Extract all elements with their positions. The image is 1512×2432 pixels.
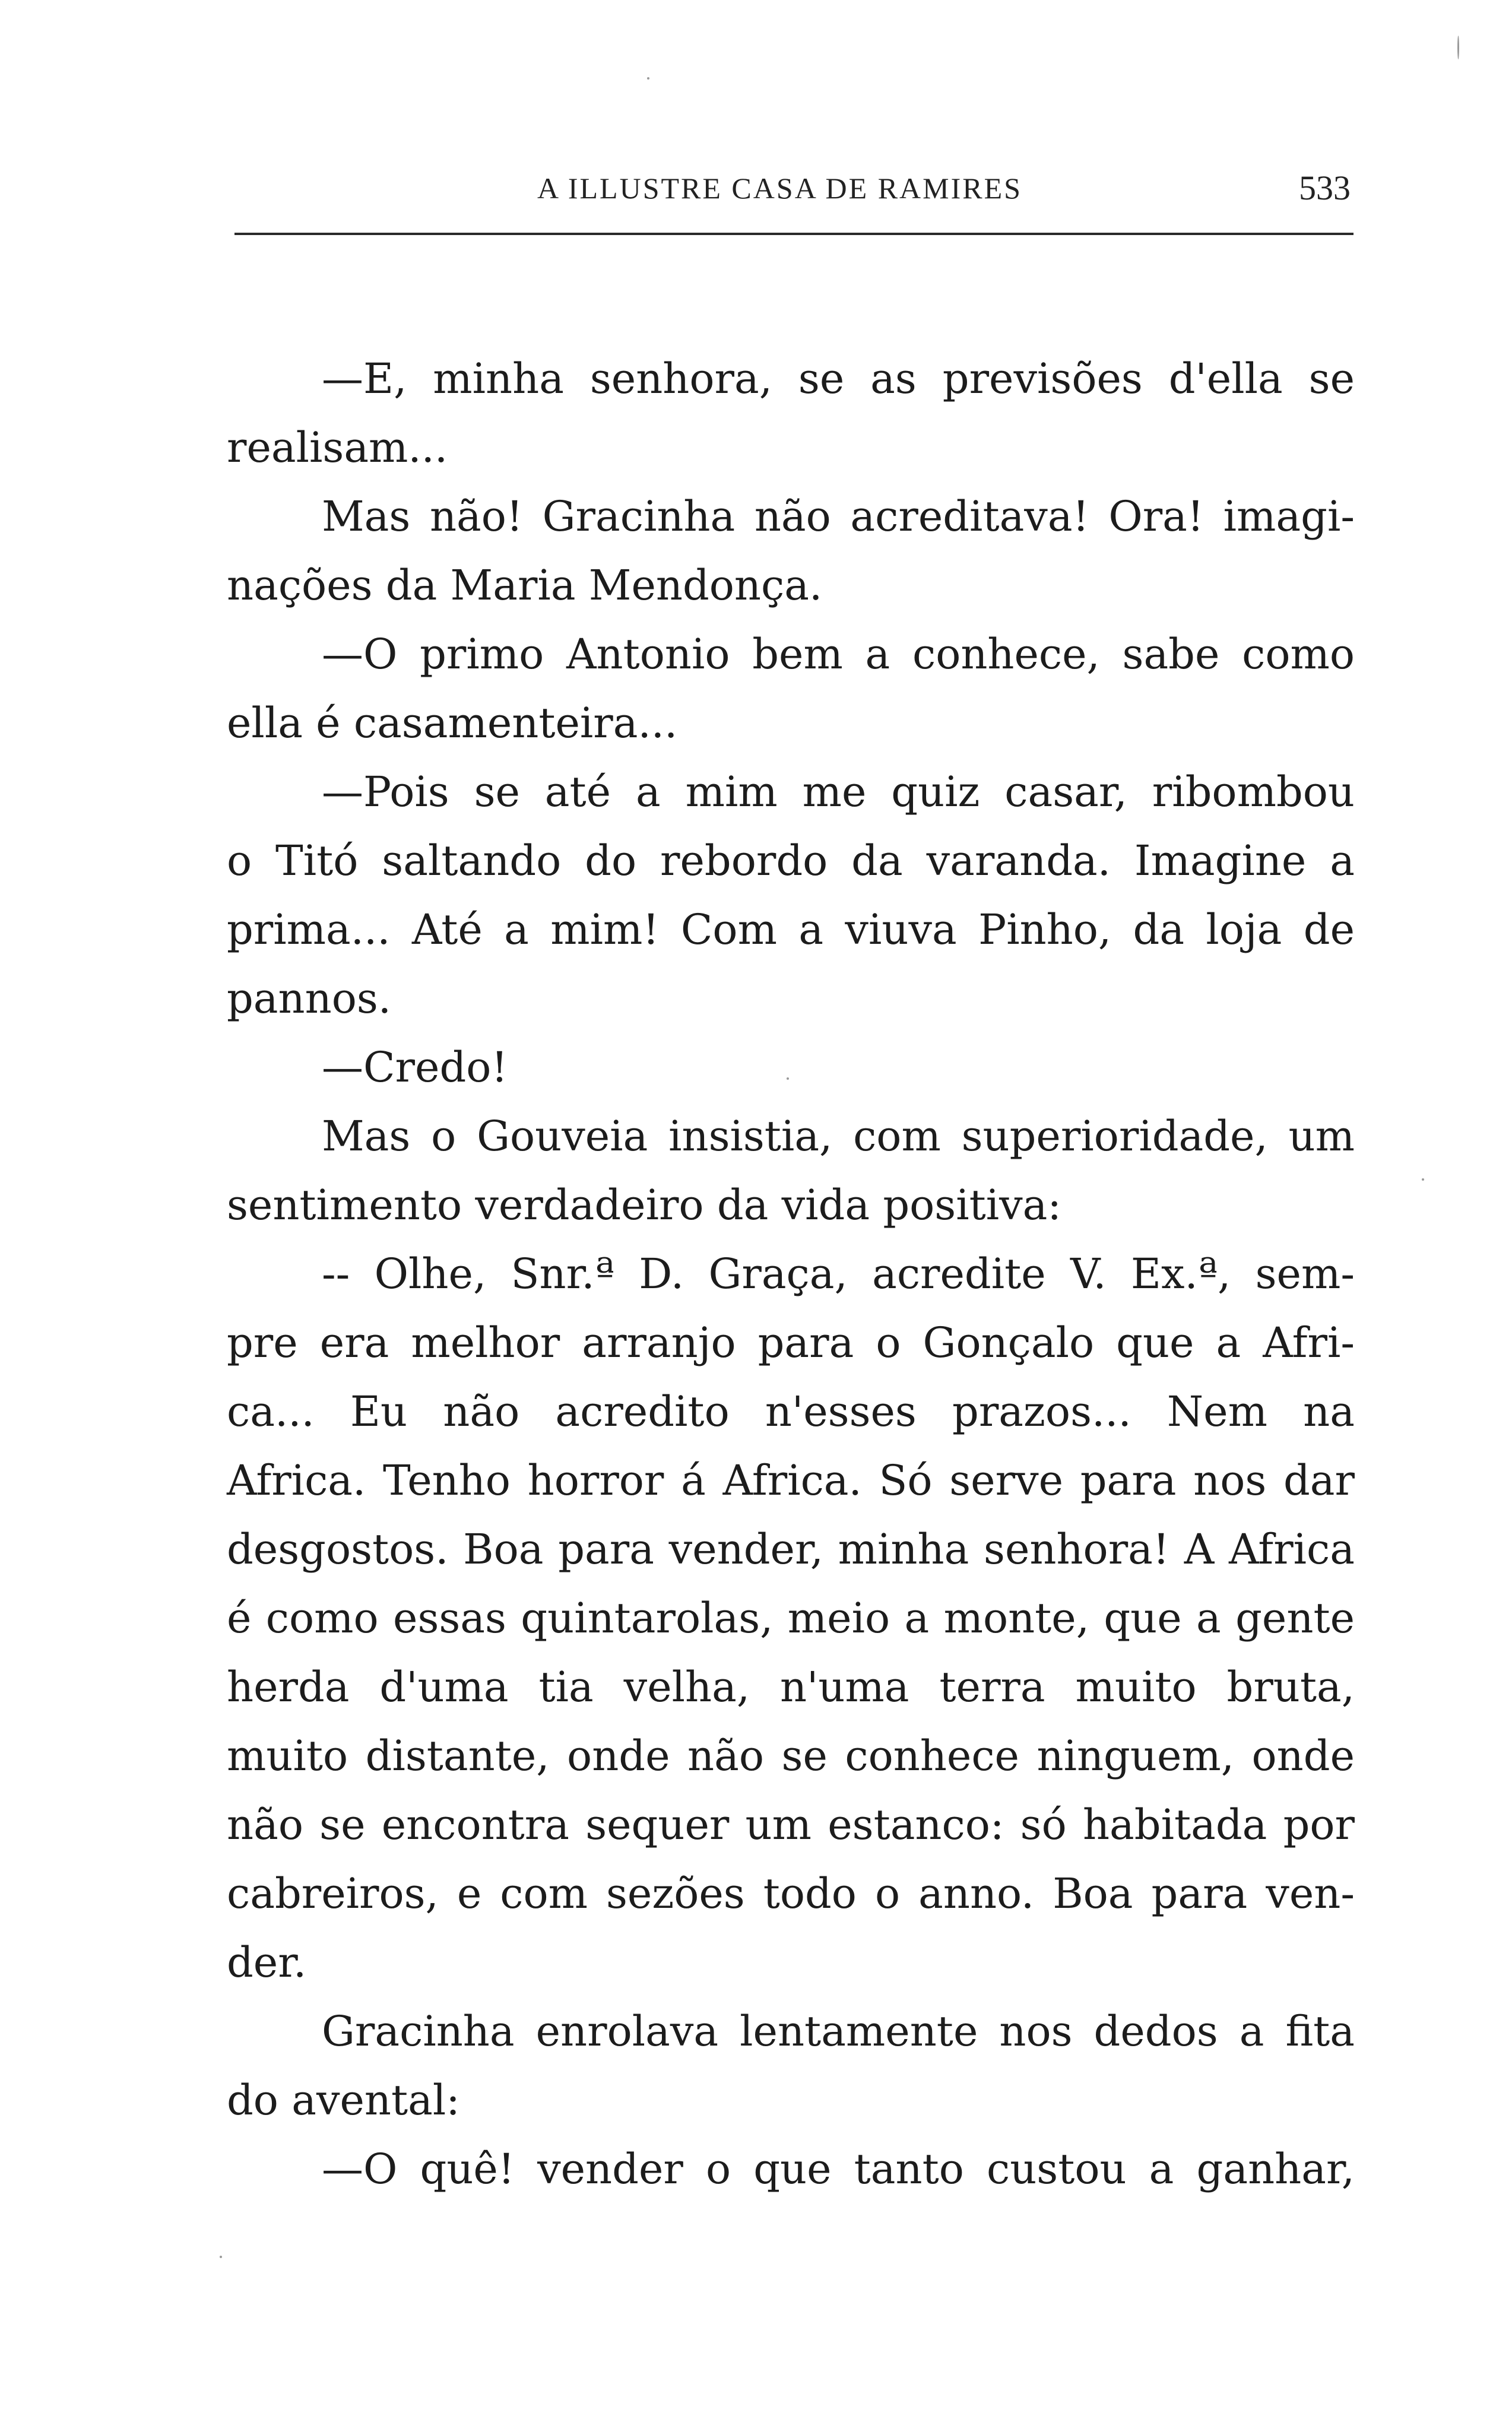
text-line: —E, minha senhora, se as previsões d'ella se [322, 354, 1355, 403]
page-number: 533 [1299, 169, 1351, 207]
print-speck [647, 77, 649, 80]
text-line: sentimento verdadeiro da vida positiva: [227, 1181, 1061, 1229]
text-line: ella é casamenteira... [227, 699, 678, 747]
print-speck [1457, 36, 1459, 59]
text-line: herda d'uma tia velha, n'uma terra muito bruta, [227, 1663, 1355, 1711]
body-text [227, 344, 1355, 2203]
text-line: —Pois se até a mim me quiz casar, ribombou [322, 768, 1355, 816]
text-line: Africa. Tenho horror á Africa. Só serve para nos dar [227, 1456, 1355, 1505]
text-line: não se encontra sequer um estanco: só habitada por [227, 1800, 1355, 1849]
text-line: Mas não! Gracinha não acreditava! Ora! imagi- [322, 492, 1355, 541]
text-line: —Credo! [322, 1043, 508, 1092]
print-speck [1422, 1178, 1424, 1181]
text-line: pre era melhor arranjo para o Gonçalo que a Afri- [227, 1318, 1355, 1367]
text-line: prima... Até a mim! Com a viuva Pinho, da loja de [227, 905, 1355, 954]
text-line: ca... Eu não acredito n'esses prazos... Nem na [227, 1387, 1355, 1436]
text-line: realisam... [227, 423, 448, 472]
text-line: -- Olhe, Snr.ª D. Graça, acredite V. Ex.ª, sem- [322, 1250, 1355, 1298]
text-line: muito distante, onde não se conhece ninguem, onde [227, 1732, 1355, 1780]
text-line: cabreiros, e com sezões todo o anno. Boa para ven- [227, 1869, 1355, 1918]
print-speck [220, 2256, 222, 2258]
text-line: é como essas quintarolas, meio a monte, que a gente [227, 1594, 1355, 1643]
print-speck [787, 1077, 789, 1080]
text-line: nações da Maria Mendonça. [227, 561, 823, 610]
text-line: Mas o Gouveia insistia, com superioridade, um [322, 1112, 1355, 1160]
text-line: —O primo Antonio bem a conhece, sabe como [322, 630, 1355, 678]
text-line: pannos. [227, 974, 392, 1023]
running-head [234, 167, 1351, 209]
text-line: —O quê! vender o que tanto custou a ganhar, [322, 2145, 1355, 2193]
text-line: der. [227, 1938, 307, 1987]
text-line: Gracinha enrolava lentamente nos dedos a fita [322, 2007, 1355, 2056]
text-line: do avental: [227, 2076, 460, 2125]
running-title: A ILLUSTRE CASA DE RAMIRES [537, 172, 1022, 205]
text-line: o Titó saltando do rebordo da varanda. Imagine a [227, 836, 1355, 885]
text-line: desgostos. Boa para vender, minha senhora! A Africa [227, 1525, 1355, 1574]
header-rule [234, 233, 1353, 235]
